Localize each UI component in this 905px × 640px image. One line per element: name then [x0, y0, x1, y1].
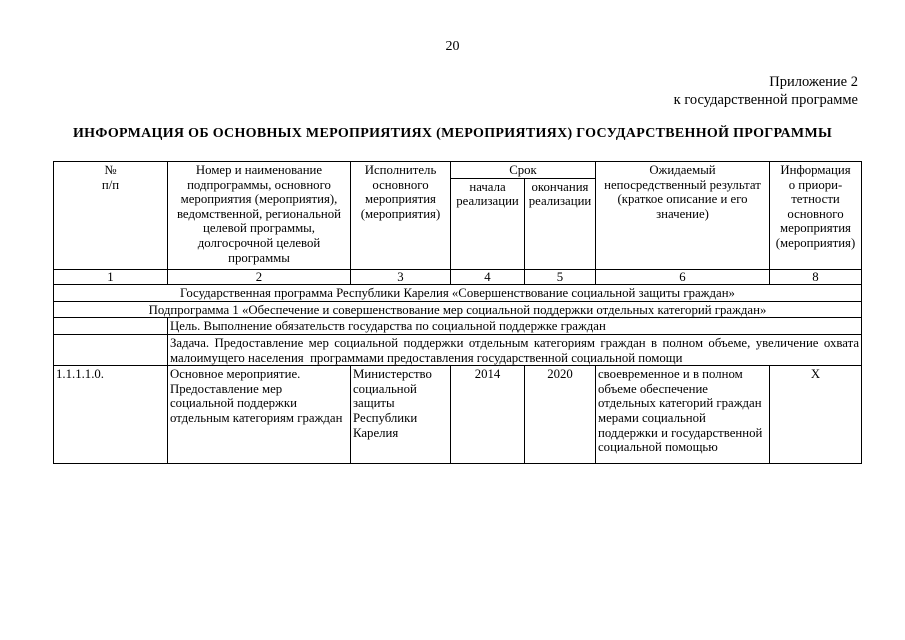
cell-text-line: окончания — [531, 179, 589, 194]
cell-text-line: программы — [228, 250, 290, 265]
cell-text-line: Республики — [353, 410, 418, 425]
cell-text-line: защиты — [353, 396, 395, 411]
cell-text-line: Срок — [509, 163, 537, 177]
subprogram-title — [54, 301, 862, 318]
cell-text-line: мероприятия — [365, 192, 436, 207]
cell-text-line: Ожидаемый — [649, 163, 716, 177]
column-number-cell: 2 — [168, 269, 351, 285]
cell-text-line: реализации — [528, 194, 592, 209]
cell-text-line: Подпрограмма 1 «Обеспечение и совершенствование мер социальной поддержки отдельных категорий граждан» — [148, 302, 767, 317]
goal-text — [168, 318, 862, 335]
cell-text-line: Министерство — [353, 367, 432, 382]
header-row — [54, 162, 862, 179]
cell-text-line: Исполнитель — [364, 163, 437, 177]
cell-text-line: Основное мероприятие. — [170, 367, 301, 382]
column-number-cell: 5 — [525, 269, 596, 285]
cell-text-line: № — [104, 163, 117, 177]
header-cell-name — [168, 162, 351, 270]
header-cell-term-start — [451, 178, 525, 269]
cell-text-line: Цель. Выполнение обязательств государства по социальной поддержке граждан — [170, 319, 606, 334]
cell-text-line: тетности — [791, 192, 840, 207]
cell-text-line: п/п — [101, 177, 120, 192]
cell-text-line: 2020 — [547, 367, 573, 382]
cell-text-line: отдельным категориям граждан — [170, 410, 343, 425]
subprogram-row — [54, 301, 862, 318]
cell-text-line: Х — [810, 367, 821, 382]
measure-end-year — [525, 366, 596, 464]
cell-text-line: (краткое описание и его — [617, 192, 748, 207]
empty-cell — [54, 318, 168, 335]
program-row — [54, 285, 862, 302]
cell-text-line: о приори- — [788, 177, 843, 192]
cell-text-line: социальной поддержки — [170, 396, 297, 411]
measure-executor — [351, 366, 451, 464]
column-number-cell: 3 — [351, 269, 451, 285]
cell-text-line: 2014 — [474, 367, 501, 382]
measure-name — [168, 366, 351, 464]
cell-text-line: (мероприятия) — [360, 206, 441, 221]
cell-text-line: (мероприятия) — [775, 235, 856, 250]
appendix-subtitle: к государственной программе — [673, 92, 858, 108]
header-cell-result — [596, 162, 770, 270]
measures-table — [53, 161, 862, 464]
program-title — [54, 285, 862, 302]
empty-cell — [54, 334, 168, 365]
cell-text-line: мерами социальной — [598, 410, 706, 425]
cell-text-line: мероприятия — [780, 221, 851, 236]
cell-text-line: основного — [787, 206, 844, 221]
column-number-cell: 1 — [54, 269, 168, 285]
header-cell-executor — [351, 162, 451, 270]
cell-text-line: Номер и наименование — [195, 163, 323, 177]
cell-text-line: реализации — [456, 194, 519, 209]
cell-text-line: малоимущего населения программами предоставления государственной социальной помощи — [170, 350, 683, 365]
cell-text-line: целевой программы, — [203, 221, 315, 236]
document-title: ИНФОРМАЦИЯ ОБ ОСНОВНЫХ МЕРОПРИЯТИЯХ (МЕРОПРИЯТИЯХ) ГОСУДАРСТВЕННОЙ ПРОГРАММЫ — [72, 126, 833, 141]
cell-text-line: отдельных категорий граждан — [598, 396, 762, 411]
measure-number — [54, 366, 168, 464]
cell-text-line: подпрограммы, основного — [187, 177, 331, 192]
cell-text-line: Задача. Предоставление мер социальной поддержки отдельным категориям граждан в полном объеме, увеличение охвата — [170, 335, 859, 350]
cell-text-line: ведомственной, региональной — [176, 206, 342, 221]
column-number-row — [54, 269, 862, 285]
goal-row — [54, 318, 862, 335]
measure-result — [596, 366, 770, 464]
header-cell-priority — [770, 162, 862, 270]
header-cell-term — [451, 162, 596, 179]
cell-text-line: своевременное и в полном — [598, 367, 743, 382]
appendix-label: Приложение 2 — [769, 74, 858, 90]
cell-text-line: Предоставление мер — [170, 381, 283, 396]
page-number: 20 — [445, 39, 460, 54]
cell-text-line: долгосрочной целевой — [197, 235, 321, 250]
cell-text-line: Информация — [780, 163, 851, 177]
cell-text-line: поддержки и государственной — [598, 425, 763, 440]
header-cell-number — [54, 162, 168, 270]
measure-priority — [770, 366, 862, 464]
cell-text-line: 1.1.1.1.0. — [56, 367, 104, 382]
cell-text-line: начала — [469, 179, 506, 194]
column-number-cell: 8 — [770, 269, 862, 285]
cell-text-line: объеме обеспечение — [598, 381, 708, 396]
measure-start-year — [451, 366, 525, 464]
column-number-cell: 6 — [596, 269, 770, 285]
cell-text-line: основного — [372, 177, 429, 192]
cell-text-line: непосредственный результат — [604, 177, 761, 192]
appendix-block — [674, 73, 858, 109]
cell-text-line: Карелия — [353, 425, 399, 440]
cell-text-line: значение) — [656, 206, 709, 221]
task-row — [54, 334, 862, 365]
table-row — [54, 366, 862, 464]
task-text — [168, 334, 862, 365]
cell-text-line: социальной помощью — [598, 440, 718, 455]
column-number-cell: 4 — [451, 269, 525, 285]
header-cell-term-end — [525, 178, 596, 269]
cell-text-line: социальной — [353, 381, 417, 396]
cell-text-line: Государственная программа Республики Карелия «Совершенствование социальной защиты граждан» — [180, 286, 735, 301]
cell-text-line: мероприятия (мероприятия), — [180, 192, 338, 207]
